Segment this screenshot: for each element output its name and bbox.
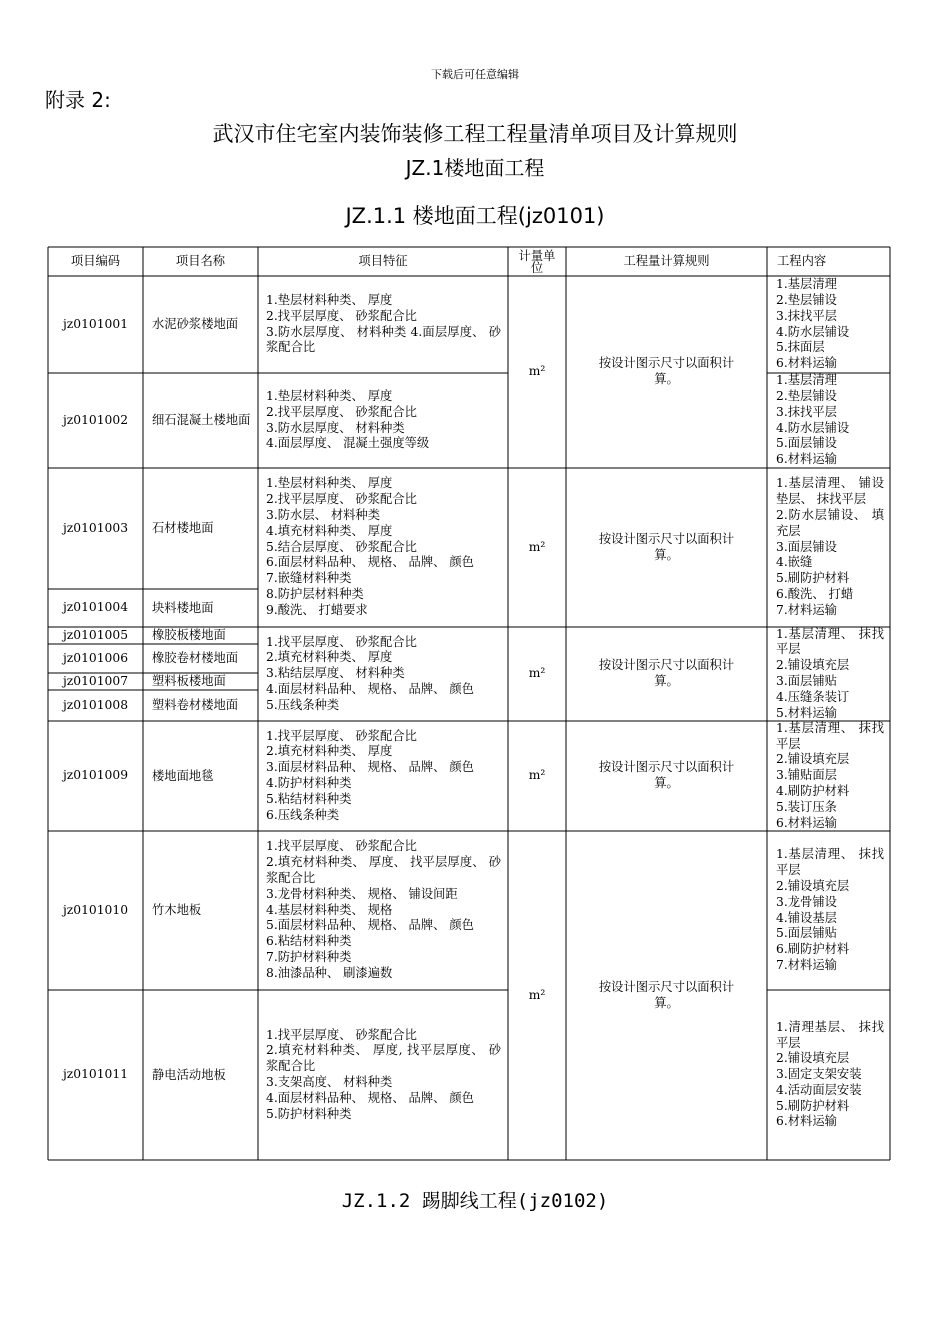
cell-line: 4.活动面层安装 [776,1082,862,1097]
work-content [767,468,890,627]
cell-line: 2.铺设填充层 [776,1051,850,1066]
cell-line: 3.防水层厚度、 材料种类 [266,420,405,435]
cell-line: 7.嵌缝材料种类 [266,571,352,586]
cell-line: 6.材料运输 [776,452,837,467]
item-code: jz0101010 [62,902,129,917]
cell-line: 3.防水层、 材料种类 [266,508,381,522]
appendix-label: 附录 2: [45,88,111,112]
cell-line: 6.刷防护材料 [776,942,850,957]
cell-line: 1.找平层厚度、 砂浆配合比 [266,728,417,743]
item-unit: m² [528,364,546,379]
download-watermark: 下载后可任意编辑 [431,68,519,81]
item-code: jz0101009 [62,768,129,783]
item-unit: m² [528,768,546,783]
item-code: jz0101001 [62,316,129,331]
item-name: 静电活动地板 [152,1067,226,1082]
cell-line: 4.面层材料品种、 规格、 品牌、 颜色 [266,681,474,696]
item-features [258,468,508,627]
cell-line: 1.基层清理、 铺设垫层、 抹找平层 [776,476,884,507]
calc-rule: 按设计图示尺寸以面积计算。 [598,531,735,562]
cell-line: 5.刷防护材料 [776,571,850,586]
cell-line: 2.填充材料种类、 厚度 [266,650,393,665]
cell-line: 3.面层铺设 [776,539,837,554]
cell-line: 3.面层材料品种、 规格、 品牌、 颜色 [266,760,474,775]
item-name: 竹木地板 [152,903,202,917]
cell-line: 3.抹找平层 [776,404,837,419]
next-section-title: JZ.1.2 踢脚线工程(jz0102) [341,1190,609,1212]
cell-line: 3.抹找平层 [776,308,837,323]
cell-line: 6.材料运输 [776,1114,837,1129]
cell-line: 1.垫层材料种类、 厚度 [266,292,393,307]
cell-line: 7.材料运输 [776,602,837,617]
cell-line: 3.铺贴面层 [776,768,837,783]
cell-line: 5.面层材料品种、 规格、 品牌、 颜色 [266,918,474,933]
item-code: jz0101006 [62,650,129,665]
document-title: 武汉市住宅室内装饰装修工程工程量清单项目及计算规则 [212,122,738,146]
cell-line: 2.找平层厚度、 砂浆配合比 [266,404,417,419]
cell-line: 5.刷防护材料 [776,1098,850,1113]
cell-line: 2.填充材料种类、 厚度、 找平层厚度、 砂浆配合比 [266,855,501,885]
item-code: jz0101005 [62,627,129,642]
section-title: JZ.1.1 楼地面工程(jz0101) [345,204,605,228]
header-unit: 计量单位 [518,248,556,275]
cell-line: 9.酸洗、 打蜡要求 [266,602,368,617]
cell-line: 5.装订压条 [776,799,837,814]
cell-line: 3.防水层厚度、 材料种类 4.面层厚度、 砂浆配合比 [266,324,501,355]
calc-rule: 按设计图示尺寸以面积计算。 [598,356,735,386]
header-content: 工程内容 [777,253,827,268]
item-features [258,373,508,468]
cell-line: 2.找平层厚度、 砂浆配合比 [266,492,417,507]
item-code: jz0101002 [62,412,129,427]
cell-line: 6.面层材料品种、 规格、 品牌、 颜色 [266,555,474,570]
calc-rule: 按设计图示尺寸以面积计算。 [598,760,735,790]
work-content [767,276,890,373]
item-code: jz0101004 [62,600,129,615]
cell-line: 7.防护材料种类 [266,949,352,964]
cell-line: 2.填充材料种类、 厚度, 找平层厚度、 砂浆配合比 [266,1043,501,1074]
cell-line: 3.龙骨铺设 [776,894,837,909]
cell-line: 4.基层材料种类、 规格 [266,902,393,917]
cell-line: 3.粘结层厚度、 材料种类 [266,666,405,681]
cell-line: 8.油漆品种、 刷漆遍数 [266,965,393,980]
cell-line: 4.防水层铺设 [776,324,850,339]
cell-line: 2.铺设填充层 [776,752,850,767]
item-code: jz0101008 [62,697,129,712]
cell-line: 2.垫层铺设 [776,388,837,403]
cell-line: 6.酸洗、 打蜡 [776,586,854,601]
item-code: jz0101011 [62,1067,129,1082]
cell-line: 2.找平层厚度、 砂浆配合比 [266,308,417,323]
cell-line: 6.材料运输 [776,356,837,371]
item-name: 石材楼地面 [152,521,214,535]
item-code: jz0101007 [62,673,129,688]
cell-line: 4.嵌缝 [776,555,813,570]
cell-line: 4.铺设基层 [776,910,837,925]
item-features [258,831,508,990]
cell-line: 1.基层清理 [776,277,837,292]
cell-line: 1.垫层材料种类、 厚度 [266,388,393,403]
cell-line: 5.压线条种类 [266,697,340,712]
header-name: 项目名称 [175,253,226,268]
cell-line: 1.找平层厚度、 砂浆配合比 [266,634,417,649]
cell-line: 6.粘结材料种类 [266,934,352,949]
item-features [258,276,508,373]
cell-line: 4.刷防护材料 [776,783,850,798]
item-name: 橡胶板楼地面 [152,628,226,642]
cell-line: 8.防护层材料种类 [266,586,364,601]
item-name: 细石混凝土楼地面 [152,413,251,427]
cell-line: 1.基层清理、 抹找平层 [776,626,884,657]
item-name: 橡胶卷材楼地面 [152,651,239,665]
item-name: 块料楼地面 [152,600,214,615]
cell-line: 1.垫层材料种类、 厚度 [266,476,393,491]
cell-line: 5.抹面层 [776,340,825,355]
cell-line: 2.垫层铺设 [776,292,837,307]
cell-line: 4.填充材料种类、 厚度 [266,523,393,538]
cell-line: 5.粘结材料种类 [266,791,352,806]
item-features [258,990,508,1160]
work-content [767,990,890,1160]
cell-line: 4.面层厚度、 混凝土强度等级 [266,436,430,451]
cell-line: 3.固定支架安装 [776,1067,862,1082]
work-content [767,627,890,721]
calc-rule: 按设计图示尺寸以面积计算。 [598,979,735,1010]
item-code: jz0101003 [62,520,129,535]
cell-line: 2.铺设填充层 [776,658,850,673]
work-content [767,721,890,831]
cell-line: 5.结合层厚度、 砂浆配合比 [266,539,417,554]
item-unit: m² [528,666,546,681]
cell-line: 1.找平层厚度、 砂浆配合比 [266,1027,417,1042]
item-name: 水泥砂浆楼地面 [152,317,239,331]
header-rule: 工程量计算规则 [623,253,710,268]
cell-line: 5.材料运输 [776,705,837,720]
item-name: 塑料卷材楼地面 [152,698,239,712]
cell-line: 6.压线条种类 [266,807,340,822]
calc-rule: 按设计图示尺寸以面积计算。 [598,658,735,688]
cell-line: 7.材料运输 [776,957,837,972]
cell-line: 4.面层材料品种、 规格、 品牌、 颜色 [266,1090,474,1105]
cell-line: 4.压缝条装订 [776,689,850,704]
cell-line: 3.龙骨材料种类、 规格、 铺设间距 [266,886,458,901]
cell-line: 4.防水层铺设 [776,420,850,435]
work-content [767,831,890,990]
item-name: 楼地面地毯 [152,768,214,783]
work-content [767,373,890,468]
cell-line: 5.防护材料种类 [266,1106,352,1121]
cell-line: 1.基层清理 [776,373,837,388]
item-features [258,721,508,831]
item-unit: m² [528,539,546,554]
header-features: 项目特征 [358,253,408,268]
cell-line: 1.基层清理、 抹找平层 [776,720,884,751]
cell-line: 1.找平层厚度、 砂浆配合比 [266,839,417,854]
cell-line: 5.面层铺设 [776,436,837,451]
cell-line: 1.基层清理、 抹找平层 [776,847,884,878]
header-code: 项目编码 [70,253,121,268]
cell-line: 5.面层铺贴 [776,926,837,941]
item-features [258,627,508,721]
item-unit: m² [528,987,546,1002]
cell-line: 3.面层铺贴 [776,674,837,688]
cell-line: 4.防护材料种类 [266,776,352,790]
cell-line: 2.防水层铺设、 填充层 [776,508,884,538]
cell-line: 6.材料运输 [776,815,837,830]
cell-line: 1.清理基层、 抹找平层 [776,1019,884,1050]
chapter-title: JZ.1楼地面工程 [405,156,545,180]
item-name: 塑料板楼地面 [152,674,226,688]
cell-line: 2.填充材料种类、 厚度 [266,744,393,759]
cell-line: 3.支架高度、 材料种类 [266,1075,393,1089]
cell-line: 2.铺设填充层 [776,878,850,893]
